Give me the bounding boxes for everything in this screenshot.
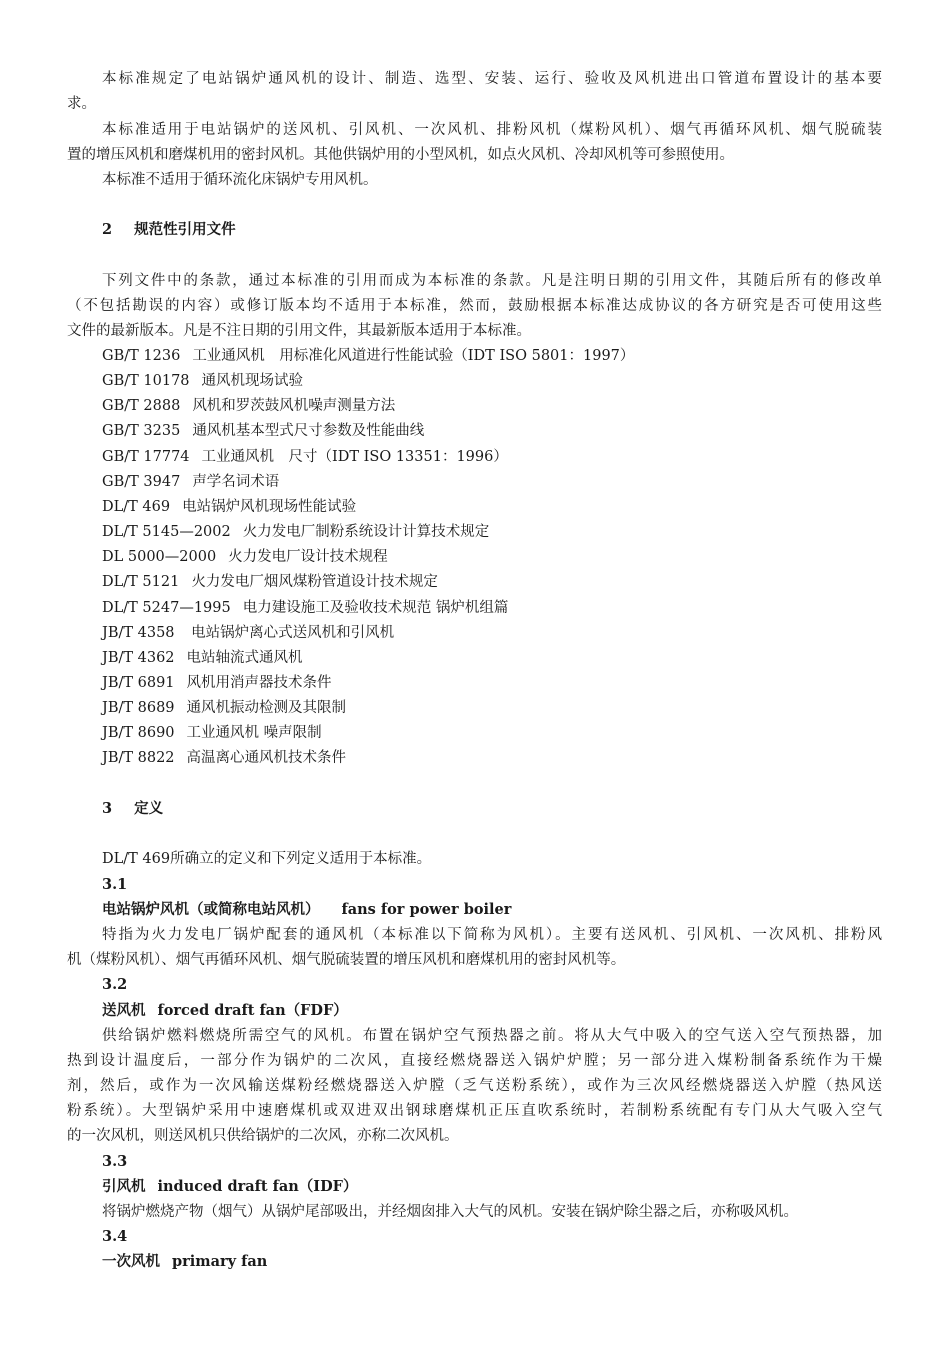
reference-code: GB/T 17774: [102, 449, 190, 465]
definition-number: 3.3: [102, 1153, 128, 1170]
reference-item: [102, 648, 303, 668]
definition-term-zh: 一次风机: [102, 1253, 160, 1270]
definition-3-2-line-2: 热到设计温度后，一部分作为锅炉的二次风，直接经燃烧器送入锅炉炉膛；另一部分进入煤粉制备系统作为干燥: [67, 1053, 882, 1069]
definition-number: 3.2: [102, 976, 128, 993]
reference-item: [102, 598, 508, 618]
reference-item: [102, 421, 424, 441]
reference-title: 通风机基本型式尺寸参数及性能曲线: [192, 423, 425, 439]
reference-item: [102, 748, 346, 768]
definition-term-en: primary fan: [172, 1253, 268, 1270]
reference-code: JB/T 8690: [102, 725, 175, 741]
reference-title: 工业通风机 噪声限制: [186, 725, 322, 741]
definition-number: 3.1: [102, 876, 128, 893]
section-2-intro-line-1: 下列文件中的条款，通过本标准的引用而成为本标准的条款。凡是注明日期的引用文件，其随后所有的修改单: [102, 273, 882, 289]
reference-item: [102, 673, 332, 693]
reference-item: [102, 396, 395, 416]
reference-item: [102, 447, 508, 467]
reference-item: [102, 472, 279, 492]
definition-term: [102, 900, 511, 920]
reference-code: DL/T 5247—1995: [102, 600, 231, 616]
reference-code: DL/T 469: [102, 499, 171, 515]
section-3-title: 定义: [134, 800, 164, 817]
scope-paragraph-2-line-1: 本标准适用于电站锅炉的送风机、引风机、一次风机、排粉风机（煤粉风机）、烟气再循环风机、烟气脱硫装: [102, 122, 882, 138]
definition-number: 3.4: [102, 1228, 128, 1245]
reference-code: JB/T 4362: [102, 650, 175, 666]
reference-title: 火力发电厂设计技术规程: [228, 549, 388, 565]
definition-3-2-line-4: 粉系统）。大型锅炉采用中速磨煤机或双进双出钢球磨煤机正压直吹系统时，若制粉系统配有专门从大气吸入空气: [67, 1103, 882, 1119]
reference-item: [102, 497, 356, 517]
definition-3-2-line-3: 剂，然后，或作为一次风输送煤粉经燃烧器送入炉膛（乏气送粉系统），或作为三次风经燃烧器送入炉膛（热风送: [67, 1078, 882, 1094]
reference-title: 电站锅炉风机现场性能试验: [182, 499, 357, 515]
definition-3-1-line-1: 特指为火力发电厂锅炉配套的通风机（本标准以下简称为风机）。主要有送风机、引风机、一次风机、排粉风: [102, 927, 882, 943]
definition-term-en: fans for power boiler: [341, 901, 512, 918]
reference-title: 电站锅炉离心式送风机和引风机: [186, 625, 395, 641]
reference-code: JB/T 8822: [102, 750, 175, 766]
scope-paragraph-3: 本标准不适用于循环流化床锅炉专用风机。: [102, 172, 378, 188]
reference-code: DL/T 5145—2002: [102, 524, 231, 540]
reference-code: DL/T 5121: [102, 574, 180, 590]
definition-term-zh: 送风机: [102, 1002, 146, 1019]
section-3-heading: [102, 799, 163, 819]
reference-code: GB/T 3947: [102, 474, 181, 490]
scope-paragraph-2-line-2: 置的增压风机和磨煤机用的密封风机。其他供锅炉用的小型风机，如点火风机、冷却风机等可参照使用。: [67, 147, 734, 163]
reference-code: GB/T 1236: [102, 348, 181, 364]
section-2-heading: [102, 220, 236, 240]
reference-item: [102, 371, 303, 391]
section-2-title: 规范性引用文件: [134, 221, 236, 238]
reference-item: [102, 572, 438, 592]
definition-term: [102, 1252, 267, 1272]
reference-code: DL 5000—2000: [102, 549, 217, 565]
reference-title: 声学名词术语: [192, 474, 280, 490]
reference-title: 火力发电厂制粉系统设计计算技术规定: [242, 524, 490, 540]
reference-title: 风机用消声器技术条件: [186, 675, 332, 691]
scope-paragraph-1-line-2: 求。: [67, 96, 96, 112]
definition-term: [102, 1001, 348, 1021]
reference-code: GB/T 2888: [102, 398, 181, 414]
reference-code: JB/T 4358: [102, 625, 175, 641]
reference-code: GB/T 3235: [102, 423, 181, 439]
definition-term-zh: 引风机: [102, 1178, 146, 1195]
reference-item: [102, 346, 634, 366]
reference-title: 电站轴流式通风机: [186, 650, 303, 666]
scope-paragraph-1-line-1: 本标准规定了电站锅炉通风机的设计、制造、选型、安装、运行、验收及风机进出口管道布置设计的基本要: [102, 71, 882, 87]
reference-item: [102, 547, 388, 567]
reference-title: 火力发电厂烟风煤粉管道设计技术规定: [191, 574, 438, 590]
definition-3-3-line-1: 将锅炉燃烧产物（烟气）从锅炉尾部吸出，并经烟囱排入大气的风机。安装在锅炉除尘器之后，亦称吸风机。: [102, 1204, 798, 1220]
section-3-number: 3: [102, 800, 113, 817]
reference-item: [102, 623, 394, 643]
section-2-intro-line-2: （不包括勘误的内容）或修订版本均不适用于本标准，然而，鼓励根据本标准达成协议的各方研究是否可使用这些: [67, 298, 882, 314]
section-2-intro-line-3: 文件的最新版本。凡是不注日期的引用文件，其最新版本适用于本标准。: [67, 323, 531, 339]
definition-3-1-line-2: 机（煤粉风机）、烟气再循环风机、烟气脱硫装置的增压风机和磨煤机用的密封风机等。: [67, 952, 626, 968]
reference-code: JB/T 8689: [102, 700, 175, 716]
definition-term-zh: 电站锅炉风机（或简称电站风机）: [102, 901, 320, 918]
reference-title: 风机和罗茨鼓风机噪声测量方法: [192, 398, 396, 414]
reference-title: 高温离心通风机技术条件: [186, 750, 347, 766]
reference-title: 电力建设施工及验收技术规范 锅炉机组篇: [242, 600, 509, 616]
reference-title: 工业通风机 尺寸（IDT ISO 13351：1996）: [201, 449, 508, 465]
definition-term: [102, 1177, 357, 1197]
reference-title: 通风机振动检测及其限制: [186, 700, 347, 716]
definition-term-en: induced draft fan（IDF）: [157, 1178, 358, 1195]
reference-item: [102, 698, 346, 718]
reference-code: GB/T 10178: [102, 373, 190, 389]
definition-term-en: forced draft fan（FDF）: [157, 1002, 348, 1019]
definition-3-2-line-1: 供给锅炉燃料燃烧所需空气的风机。布置在锅炉空气预热器之前。将从大气中吸入的空气送入空气预热器，加: [102, 1028, 882, 1044]
reference-title: 通风机现场试验: [201, 373, 304, 389]
section-2-number: 2: [102, 221, 113, 238]
reference-item: [102, 522, 489, 542]
reference-item: [102, 723, 322, 743]
definition-3-2-line-5: 的一次风机，则送风机只供给锅炉的二次风，亦称二次风机。: [67, 1128, 459, 1144]
reference-title: 工业通风机 用标准化风道进行性能试验（IDT ISO 5801：1997）: [192, 348, 635, 364]
reference-code: JB/T 6891: [102, 675, 175, 691]
section-3-intro: DL/T 469所确立的定义和下列定义适用于本标准。: [102, 851, 432, 867]
